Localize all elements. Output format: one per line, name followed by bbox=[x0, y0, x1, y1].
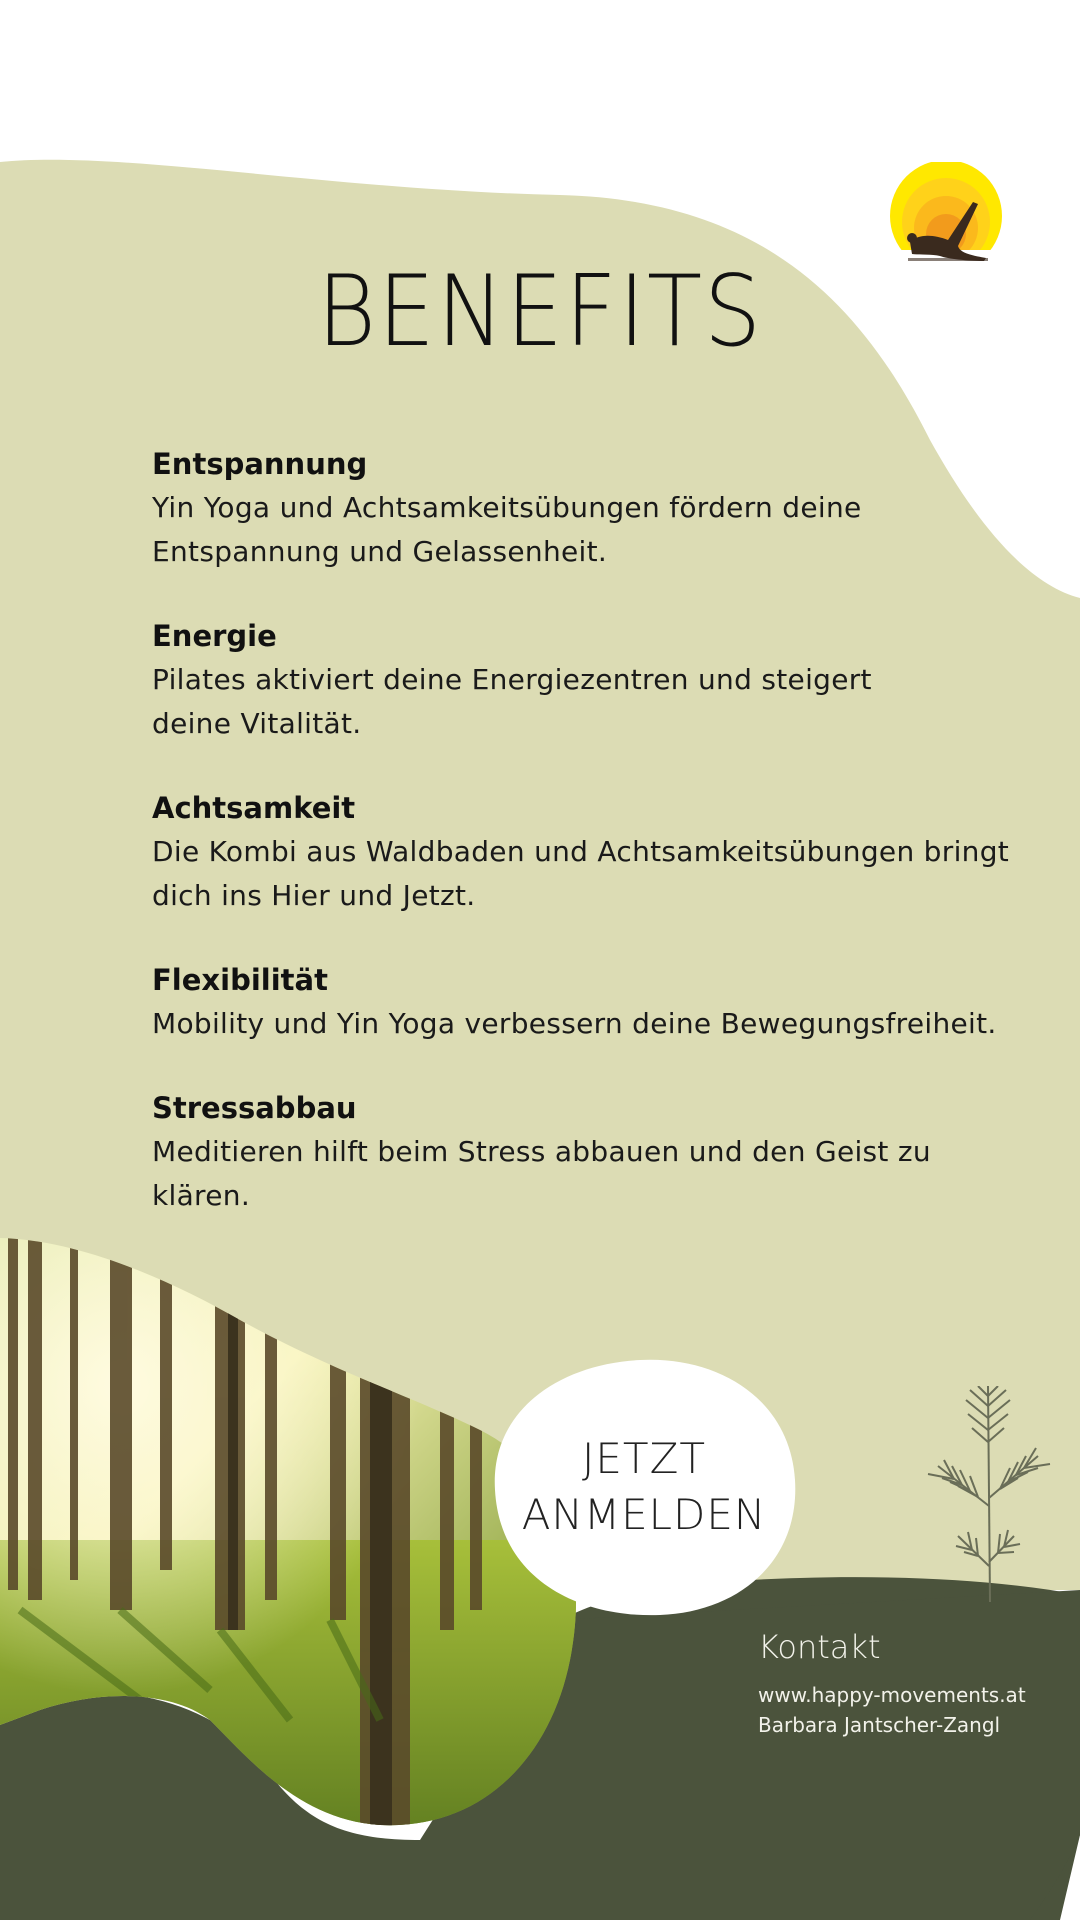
benefit-text-line: Meditieren hilft beim Stress abbauen und den Geist zu klären. bbox=[152, 1135, 931, 1212]
page-title: BENEFITS bbox=[317, 255, 763, 369]
contact-section bbox=[758, 1628, 1026, 1740]
register-now-button[interactable] bbox=[494, 1358, 794, 1616]
cta-line-1: JETZT bbox=[581, 1434, 706, 1483]
benefit-title: Achtsamkeit bbox=[152, 791, 356, 825]
benefit-item-achtsamkeit bbox=[152, 786, 1032, 918]
benefit-item-entspannung bbox=[152, 442, 1032, 574]
benefit-title: Stressabbau bbox=[152, 1091, 357, 1125]
benefit-title: Flexibilität bbox=[152, 963, 328, 997]
benefit-text-line: Pilates aktiviert deine Energiezentren und steigert bbox=[152, 663, 872, 696]
benefit-title: Energie bbox=[152, 619, 277, 653]
contact-website-link[interactable]: www.happy-movements.at bbox=[758, 1683, 1026, 1707]
benefit-text-line: Yin Yoga und Achtsamkeitsübungen fördern deine bbox=[152, 491, 862, 524]
benefits-list bbox=[152, 442, 1032, 1258]
benefit-text-line: Mobility und Yin Yoga verbessern deine Bewegungsfreiheit. bbox=[152, 1007, 997, 1040]
benefit-item-flexibilitaet bbox=[152, 958, 1032, 1046]
benefit-item-stressabbau bbox=[152, 1086, 1032, 1218]
yoga-sun-logo-icon bbox=[888, 162, 1004, 272]
benefit-title: Entspannung bbox=[152, 447, 368, 481]
benefit-text-line: Die Kombi aus Waldbaden und Achtsamkeitsübungen bringt bbox=[152, 835, 1010, 868]
benefit-text-line: dich ins Hier und Jetzt. bbox=[152, 879, 476, 912]
benefit-text-line: Entspannung und Gelassenheit. bbox=[152, 535, 608, 568]
pine-branch-icon bbox=[918, 1386, 1058, 1602]
contact-title: Kontakt bbox=[758, 1628, 881, 1666]
benefit-item-energie bbox=[152, 614, 1032, 746]
contact-name: Barbara Jantscher-Zangl bbox=[758, 1713, 1001, 1737]
cta-line-2: ANMELDEN bbox=[521, 1490, 767, 1539]
benefit-text-line: deine Vitalität. bbox=[152, 707, 362, 740]
